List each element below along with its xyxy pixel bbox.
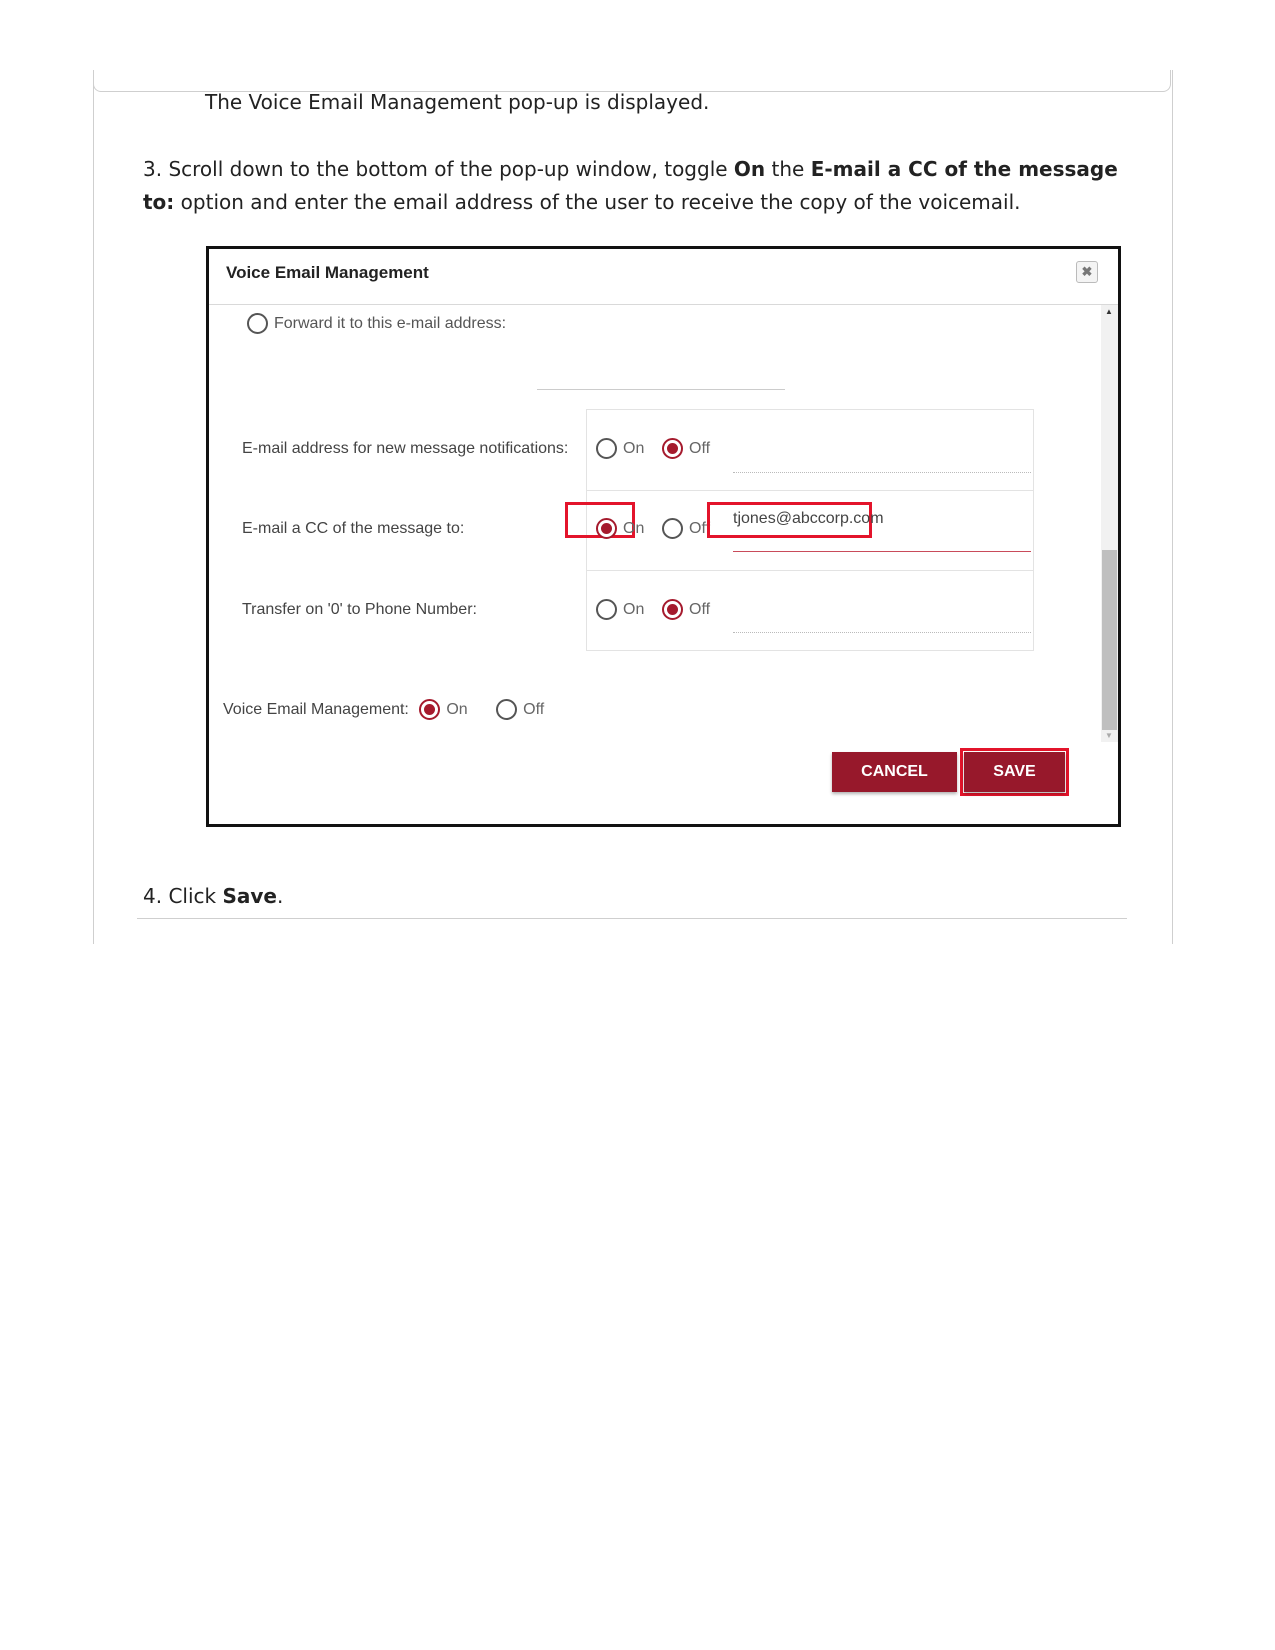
- dialog-scrollbar[interactable]: [1101, 305, 1118, 742]
- vem-on-radio[interactable]: [419, 699, 440, 720]
- transfer-phone-input[interactable]: [733, 632, 1031, 633]
- scroll-thumb[interactable]: [1102, 550, 1117, 730]
- vem-off-option[interactable]: Off: [496, 701, 544, 718]
- notification-email-input[interactable]: [733, 472, 1031, 473]
- scroll-down-icon[interactable]: ▼: [1105, 731, 1113, 740]
- cc-email-label: E-mail a CC of the message to:: [242, 520, 465, 537]
- voice-email-management-row: [223, 699, 544, 720]
- cancel-button[interactable]: CANCEL: [832, 752, 957, 792]
- forward-email-input[interactable]: [537, 389, 785, 390]
- close-icon[interactable]: ✖: [1076, 261, 1098, 283]
- dialog-title: Voice Email Management: [226, 263, 429, 282]
- notification-off-option[interactable]: Off: [662, 438, 710, 459]
- notification-on-option[interactable]: On: [596, 438, 644, 459]
- step-4-instruction: 4. Click Save.: [143, 884, 284, 908]
- transfer-off-radio[interactable]: [662, 599, 683, 620]
- save-button[interactable]: SAVE: [964, 752, 1065, 792]
- row-divider: [586, 570, 1034, 571]
- forward-option[interactable]: [247, 313, 506, 334]
- notification-off-radio[interactable]: [662, 438, 683, 459]
- voice-email-management-dialog: [206, 246, 1121, 827]
- cc-on-option[interactable]: On: [596, 518, 644, 539]
- notification-on-radio[interactable]: [596, 438, 617, 459]
- section-divider: [137, 918, 1127, 919]
- transfer-off-option[interactable]: Off: [662, 599, 710, 620]
- vem-on-option[interactable]: On: [419, 701, 467, 718]
- transfer-on-option[interactable]: On: [596, 599, 644, 620]
- forward-radio[interactable]: [247, 313, 268, 334]
- dialog-footer: [209, 742, 1118, 827]
- cc-email-underline: [733, 551, 1031, 552]
- voice-email-management-label: Voice Email Management:: [223, 700, 409, 718]
- dialog-header: [209, 249, 1118, 305]
- transfer-on-radio[interactable]: [596, 599, 617, 620]
- cc-off-radio[interactable]: [662, 518, 683, 539]
- transfer-label: Transfer on '0' to Phone Number:: [242, 601, 477, 618]
- notification-email-label: E-mail address for new message notifications:: [242, 440, 569, 457]
- cc-on-radio[interactable]: [596, 518, 617, 539]
- step-note: The Voice Email Management pop-up is displayed.: [205, 90, 710, 114]
- step-3-instruction: 3. Scroll down to the bottom of the pop-up window, toggle On the E-mail a CC of the message to: option and enter the email address of the user to receive the copy of the voicemail.: [143, 157, 1118, 214]
- forward-label: Forward it to this e-mail address:: [274, 314, 507, 332]
- scroll-up-icon[interactable]: ▲: [1105, 307, 1113, 316]
- dialog-body: [209, 305, 1101, 742]
- vem-off-radio[interactable]: [496, 699, 517, 720]
- row-divider: [586, 490, 1034, 491]
- cc-email-input[interactable]: tjones@abccorp.com: [733, 510, 884, 527]
- cc-off-option[interactable]: Off: [662, 518, 710, 539]
